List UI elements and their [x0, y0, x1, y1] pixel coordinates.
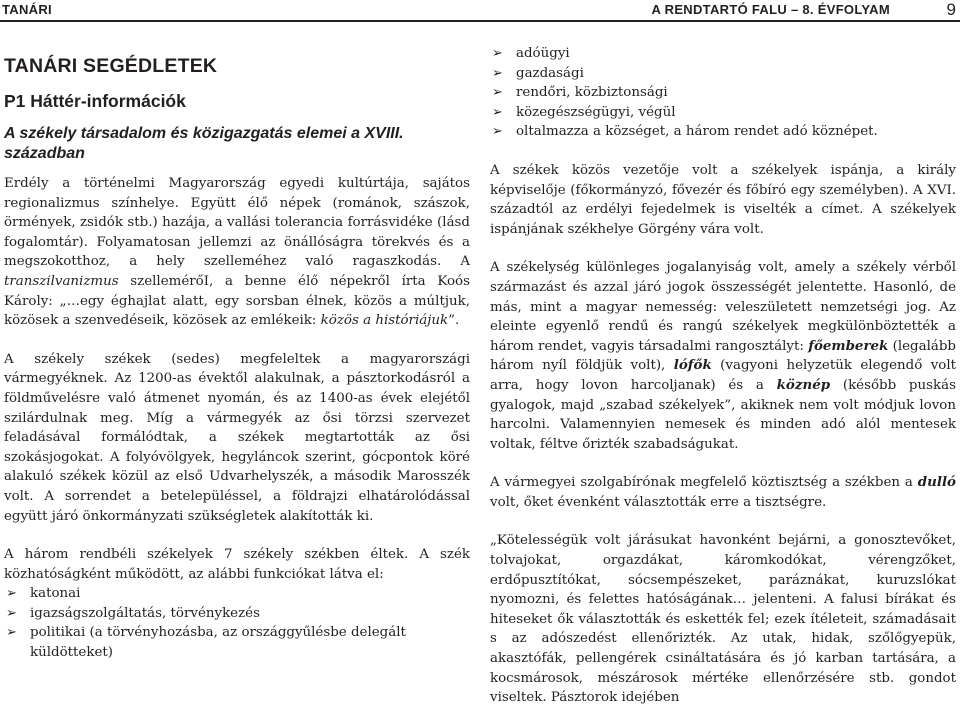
function-list: [4, 584, 470, 662]
list-item: ➢ közegészségügyi, végül: [490, 103, 956, 123]
paragraph-szekelyseg: A székelység különleges jogalanyiság volt, amely a székely vérből származást és azzal járó jogok összességét jelentette. Hasonló, de más, mint a magyar nemesség: veleszületett nemzetségi jog. Az eleinte egyenlő rendű és rangú székelyek megkülönböztették a három rendet, vagyis társadalmi rangosztályt: főemberek (legalább három nyíl földjük volt), lófők (vagyoni helyzetük elegendő volt arra, hogy lovon harcoljanak) és a köznép (később puskás gyalogok, majd „szabad székelyek”, akiknek nem volt módjuk lovon harcolni. Valamennyien nemesek és minden adó alól mentesek voltak, féltve őrizték szabadságukat.: [490, 260, 956, 452]
header-left-label: TANÁRI: [2, 2, 52, 17]
paragraph-kotelesseg-quote: „Kötelességük volt járásukat havonként bejárni, a gonosztevőket, tolvajokat, orgazdákat, káromkodókat, vérengzőket, erdőpusztítókat, sócsempészeket, paráznákat, kuruzslókat nyomozni, és felettes hatóságának… jelenteni. A falusi bírákat és hiteseket ők választották és eskették fel; ezek ítéleteit, számadásait s az adószedést ellenőrizték. Az utak, hidak, szőlőgyepük, akasztófák, pellengérek csináltatására és jó karban tartására, a kocsmárosok, mészárosok mértéke ellenőrzésére stb. gondot viseltek. Pásztorok idejében: [490, 533, 956, 706]
arrowhead-bullet-icon: ➢: [492, 85, 503, 101]
section-subtitle: A székely társadalom és közigazgatás elemei a XVIII. században: [4, 125, 404, 162]
list-item: ➢ politikai (a törvényhozásba, az országgyűlésbe delegált küldötteket): [6, 625, 406, 661]
arrowhead-bullet-icon: ➢: [6, 605, 17, 621]
arrowhead-bullet-icon: ➢: [492, 124, 503, 140]
list-item: ➢ rendőri, közbiztonsági: [490, 83, 956, 103]
paragraph-szekek: A székely székek (sedes) megfeleltek a magyarországi vármegyéknek. Az 1200-as évektől alakulnak, a pásztorkodásról a földművelésre való átmenet nyomán, és az 1400-as évek elejétől szilárdulnak meg. Míg a vármegyék az ősi törzsi szervezet feladásával formálódtak, a székek megtartották az ősi szokásjogokat. A folyóvölgyek, hegyláncok szerint, gócpontok köré alakuló székek közül az első Udvarhelyszék, a második Marosszék volt. A sorrendet a betelepüléssel, a földrajzi elhatárolódással együtt járó önkormányzati szükségletek alakították ki.: [4, 351, 470, 524]
list-item: ➢ gazdasági: [490, 64, 956, 84]
list-item: ➢ igazságszolgáltatás, törvénykezés: [4, 604, 470, 624]
arrowhead-bullet-icon: ➢: [6, 586, 17, 602]
function-list-continued: [490, 44, 956, 142]
list-item: ➢ oltalmazza a községet, a három rendet adó köznépet.: [490, 122, 956, 142]
list-item: ➢ katonai: [4, 584, 470, 604]
paragraph-dullo: A vármegyei szolgabírónak megfelelő köztisztség a székben a dulló volt, őket évenként választották erre a tisztségre.: [490, 474, 956, 510]
arrowhead-bullet-icon: ➢: [492, 46, 503, 61]
paragraph-erdely: Erdély a történelmi Magyarország egyedi kultúrtája, sajátos regionalizmus színhelye. Együtt élő népek (románok, szászok, örmények, zsidók stb.) hazája, a vallási tolerancia forrásvidéke (lásd fogalomtár). Folyamatosan jellemzi az önállóságra törekvés és a megszokotthoz, a hely szelleméhez való ragaszkodás. A transzilvanizmus szellemérőI, a benne élő népekről írta Koós Károly: „…egy éghajlat alatt, egy sorsban élnek, közös a múltjuk, közösek a szenvedéseik, közösek az emlékeik: közös a históriájuk”.: [4, 176, 470, 329]
list-item: ➢ adóügyi: [490, 44, 956, 64]
right-column: [490, 44, 956, 708]
document-title: TANÁRI SEGÉDLETEK: [4, 55, 218, 77]
page-header: [0, 0, 960, 22]
left-column: [4, 54, 470, 663]
header-right-label: A RENDTARTÓ FALU – 8. ÉVFOLYAM: [651, 2, 890, 17]
paragraph-ispan: A székek közös vezetője volt a székelyek ispánja, a király képviselője (főkormányzó, fővezér és főbíró egy személyben). A XVI. századtól az erdélyi fejedelmek is viselték a címet. A székelyek ispánjának székhelye Görgény vára volt.: [490, 162, 956, 237]
arrowhead-bullet-icon: ➢: [492, 65, 503, 81]
page-number: 9: [946, 0, 956, 19]
section-title: P1 Háttér-információk: [4, 91, 186, 111]
paragraph-harom-rend: A három rendbéli székelyek 7 székely székben éltek. A szék közhatóságként működött, az alábbi funkciókat látva el:: [4, 547, 470, 582]
arrowhead-bullet-icon: ➢: [492, 104, 503, 120]
header-rule: [0, 20, 960, 22]
arrowhead-bullet-icon: ➢: [6, 625, 17, 641]
